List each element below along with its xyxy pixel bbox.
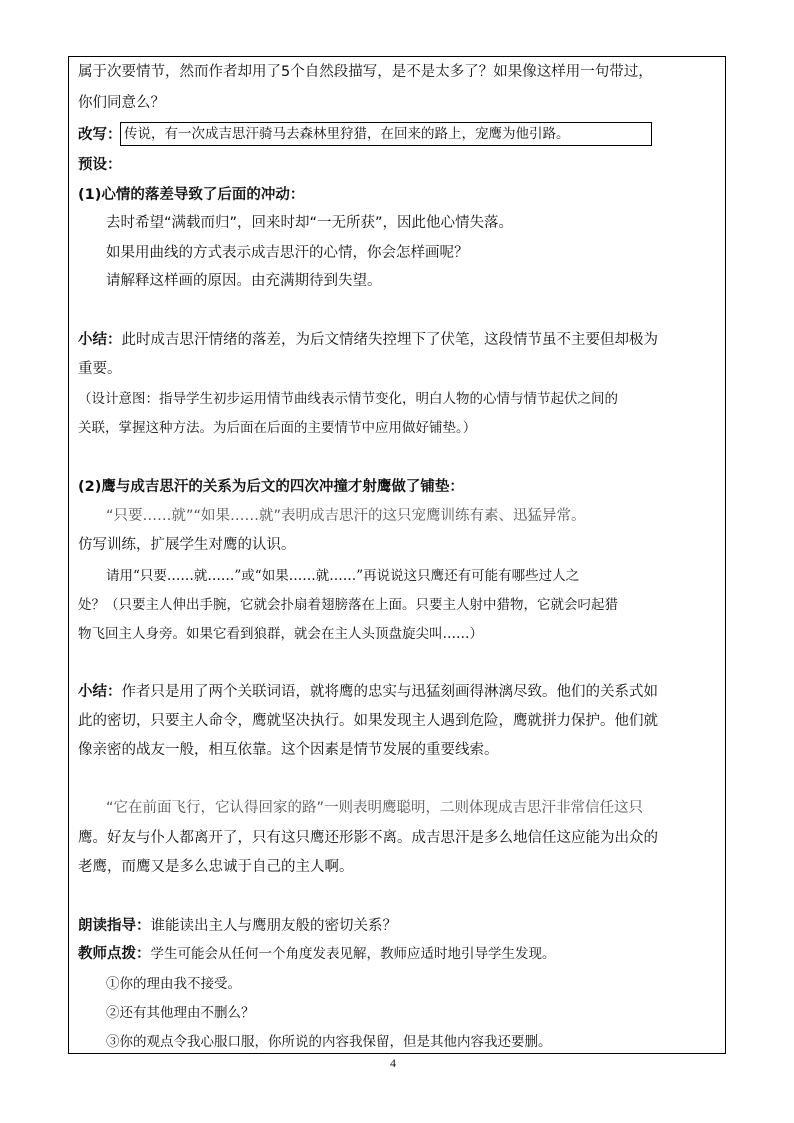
teacher-text: 学生可能会从任何一个角度发表见解，教师应适时地引导学生发现。 [150,946,556,962]
section1-p2: 如果用曲线的方式表示成吉思汗的心情，你会怎样画呢？ [106,245,469,261]
design-note-line-1: （设计意图：指导学生初步运用情节曲线表示情节变化，明白人物的心情与情节起伏之间的 [78,391,618,407]
rewrite-label: 改写： [78,127,122,143]
para3-line-3: 老鹰，而鹰又是多么忠诚于自己的主人啊。 [78,859,354,875]
section1-p3: 请解释这样画的原因。由充满期待到失望。 [106,273,382,289]
design-note-line-2: 关联，掌握这种方法。为后面在后面的主要情节中应用做好铺垫。） [78,420,477,436]
summary1-line-1 [78,330,658,350]
summary2-text: 作者只是用了两个关联词语，就将鹰的忠实与迅猛刻画得淋漓尽致。他们的关系式如 [121,684,658,700]
summary1-label: 小结： [78,332,122,348]
teacher-guidance [78,944,556,964]
intro-line-1: 属于次要情节，然而作者却用了5个自然段描写，是不是太多了？如果像这样用一句带过， [78,64,653,80]
para3-line-2: 鹰。好友与仆人都离开了，只有这只鹰还形影不离。成吉思汗是多么地信任这应能为出众的 [78,830,658,846]
summary1-line-2: 重要。 [78,361,122,377]
page-number: 4 [390,1056,396,1070]
intro-line-2: 你们同意么？ [78,95,165,111]
teacher-item-3: ③你的观点令我心服口服，你所说的内容我保留，但是其他内容我还要删。 [106,1034,552,1050]
reading-guide [78,916,397,936]
teacher-label: 教师点拨： [78,946,151,962]
section2-example-3: 物飞回主人身旁。如果它看到狼群，就会在主人头顶盘旋尖叫……） [78,626,483,642]
reading-text: 谁能读出主人与鹰朋友般的密切关系？ [150,918,397,934]
summary1-text: 此时成吉思汗情绪的落差，为后文情绪失控埋下了伏笔，这段情节虽不主要但却极为 [121,332,658,348]
section2-example-2: 处？（只要主人伸出手腕，它就会扑扇着翅膀落在上面。只要主人射中猎物，它就会叼起猎 [78,597,618,613]
preset-label: 预设： [78,157,122,173]
para3-line-1: “它在前面飞行，它认得回家的路”一则表明鹰聪明，二则体现成吉思汗非常信任这只 [106,800,644,816]
section2-p1: “只要……就”“如果……就”表明成吉思汗的这只宠鹰训练有素、迅猛异常。 [106,508,586,524]
section2-heading: (2)鹰与成吉思汗的关系为后文的四次冲撞才射鹰做了铺垫： [78,479,464,495]
rewrite-text: 传说，有一次成吉思汗骑马去森林里狩猎，在回来的路上，宠鹰为他引路。 [124,126,570,142]
section1-p1: 去时希望“满载而归”，回来时却“一无所获”，因此他心情失落。 [106,215,514,231]
content-frame [68,56,726,1054]
section2-p2: 仿写训练，扩展学生对鹰的认识。 [78,537,296,553]
section2-example-1: 请用“只要……就……”或“如果……就……”再说说这只鹰还有可能有哪些过人之 [106,568,580,584]
reading-label: 朗读指导： [78,918,151,934]
section1-heading: (1)心情的落差导致了后面的冲动： [78,187,305,203]
summary2-line-1 [78,682,658,702]
summary2-line-3: 像亲密的战友一般，相互依靠。这个因素是情节发展的重要线索。 [78,742,499,758]
summary2-label: 小结： [78,684,122,700]
teacher-item-1: ①你的理由我不接受。 [106,976,241,992]
teacher-item-2: ②还有其他理由不删么？ [106,1005,255,1021]
summary2-line-2: 此的密切，只要主人命令，鹰就坚决执行。如果发现主人遇到危险，鹰就拼力保护。他们就 [78,713,658,729]
